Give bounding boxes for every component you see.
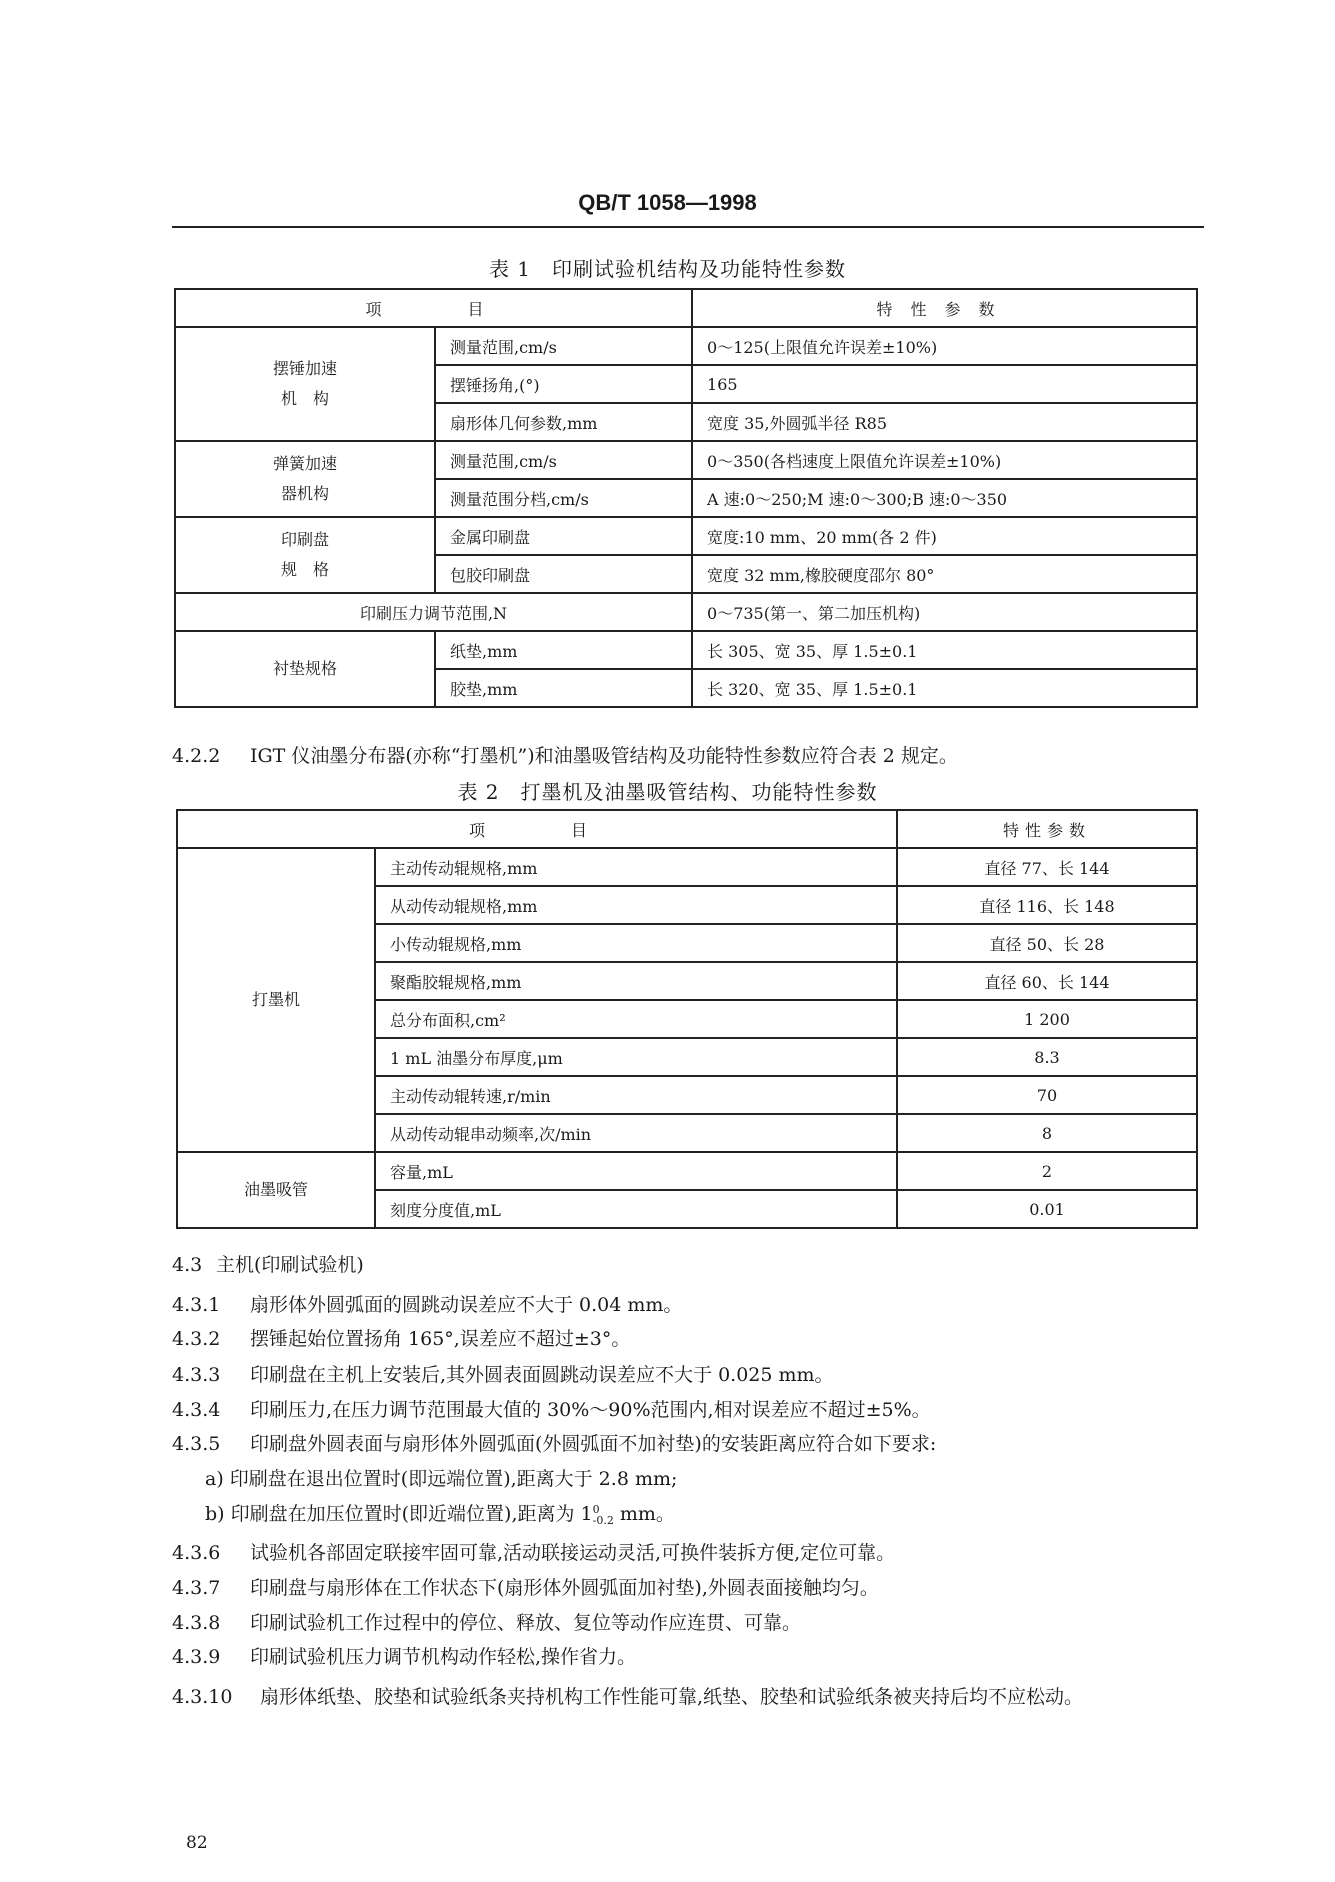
table2-header-param: 特性参数	[897, 810, 1197, 848]
group-label: 打墨机	[177, 848, 375, 1152]
paragraph-4-3-6: 4.3.6 试验机各部固定联接牢固可靠,活动联接运动灵活,可换件装拆方便,定位可靠。	[172, 1542, 896, 1564]
row-item: 纸垫,mm	[435, 631, 692, 669]
row-item: 包胶印刷盘	[435, 555, 692, 593]
section-4-3-heading: 4.3 主机(印刷试验机)	[172, 1254, 364, 1276]
row-value: A 速:0～250;M 速:0～300;B 速:0～350	[692, 479, 1197, 517]
document-code: QB/T 1058—1998	[578, 190, 757, 215]
table-row	[175, 327, 1197, 365]
table2-caption: 表 2 打墨机及油墨吸管结构、功能特性参数	[457, 780, 878, 804]
table-row	[175, 631, 1197, 669]
table2-header-row	[177, 810, 1197, 848]
row-item: 摆锤扬角,(°)	[435, 365, 692, 403]
row-item: 1 mL 油墨分布厚度,μm	[375, 1038, 897, 1076]
paragraph-4-3-2: 4.3.2 摆锤起始位置扬角 165°,误差应不超过±3°。	[172, 1328, 631, 1350]
group-label: 弹簧加速 器机构	[175, 441, 435, 517]
row-item: 测量范围分档,cm/s	[435, 479, 692, 517]
table1-header-item: 项 目	[175, 289, 692, 327]
row-value: 70	[897, 1076, 1197, 1114]
row-value: 直径 77、长 144	[897, 848, 1197, 886]
page-number: 82	[186, 1833, 208, 1853]
row-value: 宽度:10 mm、20 mm(各 2 件)	[692, 517, 1197, 555]
row-value: 8.3	[897, 1038, 1197, 1076]
header-rule	[172, 226, 1204, 228]
row-value: 0～350(各档速度上限值允许误差±10%)	[692, 441, 1197, 479]
row-value: 直径 60、长 144	[897, 962, 1197, 1000]
row-item: 印刷压力调节范围,N	[175, 593, 692, 631]
table1-header-row	[175, 289, 1197, 327]
table1-header-param: 特性参数	[692, 289, 1197, 327]
table-row	[177, 848, 1197, 886]
paragraph-4-3-4: 4.3.4 印刷压力,在压力调节范围最大值的 30%～90%范围内,相对误差应不超过±5%。	[172, 1399, 931, 1421]
row-value: 0～735(第一、第二加压机构)	[692, 593, 1197, 631]
row-value: 0.01	[897, 1190, 1197, 1228]
table-row	[175, 517, 1197, 555]
paragraph-4-2-2: 4.2.2 IGT 仪油墨分布器(亦称“打墨机”)和油墨吸管结构及功能特性参数应符合表 2 规定。	[172, 745, 958, 767]
paragraph-4-3-1: 4.3.1 扇形体外圆弧面的圆跳动误差应不大于 0.04 mm。	[172, 1294, 683, 1316]
paragraph-4-3-3: 4.3.3 印刷盘在主机上安装后,其外圆表面圆跳动误差应不大于 0.025 mm。	[172, 1364, 834, 1386]
row-item: 胶垫,mm	[435, 669, 692, 707]
paragraph-4-3-7: 4.3.7 印刷盘与扇形体在工作状态下(扇形体外圆弧面加衬垫),外圆表面接触均匀。	[172, 1577, 879, 1599]
table-row	[175, 441, 1197, 479]
paragraph-4-3-8: 4.3.8 印刷试验机工作过程中的停位、释放、复位等动作应连贯、可靠。	[172, 1612, 802, 1634]
paragraph-4-3-5: 4.3.5 印刷盘外圆表面与扇形体外圆弧面(外圆弧面不加衬垫)的安装距离应符合如下要求:	[172, 1433, 937, 1455]
table1-caption: 表 1 印刷试验机结构及功能特性参数	[488, 257, 847, 281]
row-value: 直径 50、长 28	[897, 924, 1197, 962]
row-item: 小传动辊规格,mm	[375, 924, 897, 962]
row-item: 从动传动辊串动频率,次/min	[375, 1114, 897, 1152]
paragraph-4-3-9: 4.3.9 印刷试验机压力调节机构动作轻松,操作省力。	[172, 1646, 637, 1668]
row-value: 1 200	[897, 1000, 1197, 1038]
table2	[176, 809, 1198, 1229]
group-label: 印刷盘 规 格	[175, 517, 435, 593]
row-value: 165	[692, 365, 1197, 403]
group-label: 摆锤加速 机 构	[175, 327, 435, 441]
row-item: 金属印刷盘	[435, 517, 692, 555]
table-row	[177, 1152, 1197, 1190]
row-item: 刻度分度值,mL	[375, 1190, 897, 1228]
row-item: 容量,mL	[375, 1152, 897, 1190]
row-item: 总分布面积,cm²	[375, 1000, 897, 1038]
row-item: 从动传动辊规格,mm	[375, 886, 897, 924]
table-row	[175, 593, 1197, 631]
row-value: 宽度 35,外圆弧半径 R85	[692, 403, 1197, 441]
table1	[174, 288, 1198, 708]
row-value: 8	[897, 1114, 1197, 1152]
table2-header-item: 项 目	[177, 810, 897, 848]
row-value: 宽度 32 mm,橡胶硬度邵尔 80°	[692, 555, 1197, 593]
paragraph-4-3-5-a: a) 印刷盘在退出位置时(即远端位置),距离大于 2.8 mm;	[205, 1468, 678, 1490]
row-item: 聚酯胶辊规格,mm	[375, 962, 897, 1000]
row-item: 测量范围,cm/s	[435, 327, 692, 365]
paragraph-4-3-10: 4.3.10 扇形体纸垫、胶垫和试验纸条夹持机构工作性能可靠,纸垫、胶垫和试验纸条被夹持后均不应松动。	[172, 1686, 1084, 1708]
row-item: 主动传动辊转速,r/min	[375, 1076, 897, 1114]
row-item: 测量范围,cm/s	[435, 441, 692, 479]
row-value: 2	[897, 1152, 1197, 1190]
group-label: 衬垫规格	[175, 631, 435, 707]
row-value: 长 305、宽 35、厚 1.5±0.1	[692, 631, 1197, 669]
group-label: 油墨吸管	[177, 1152, 375, 1228]
row-item: 扇形体几何参数,mm	[435, 403, 692, 441]
row-value: 直径 116、长 148	[897, 886, 1197, 924]
paragraph-4-3-5-b: b) 印刷盘在加压位置时(即近端位置),距离为 1 0 -0.2 mm。	[205, 1503, 675, 1527]
row-item: 主动传动辊规格,mm	[375, 848, 897, 886]
row-value: 0～125(上限值允许误差±10%)	[692, 327, 1197, 365]
row-value: 长 320、宽 35、厚 1.5±0.1	[692, 669, 1197, 707]
